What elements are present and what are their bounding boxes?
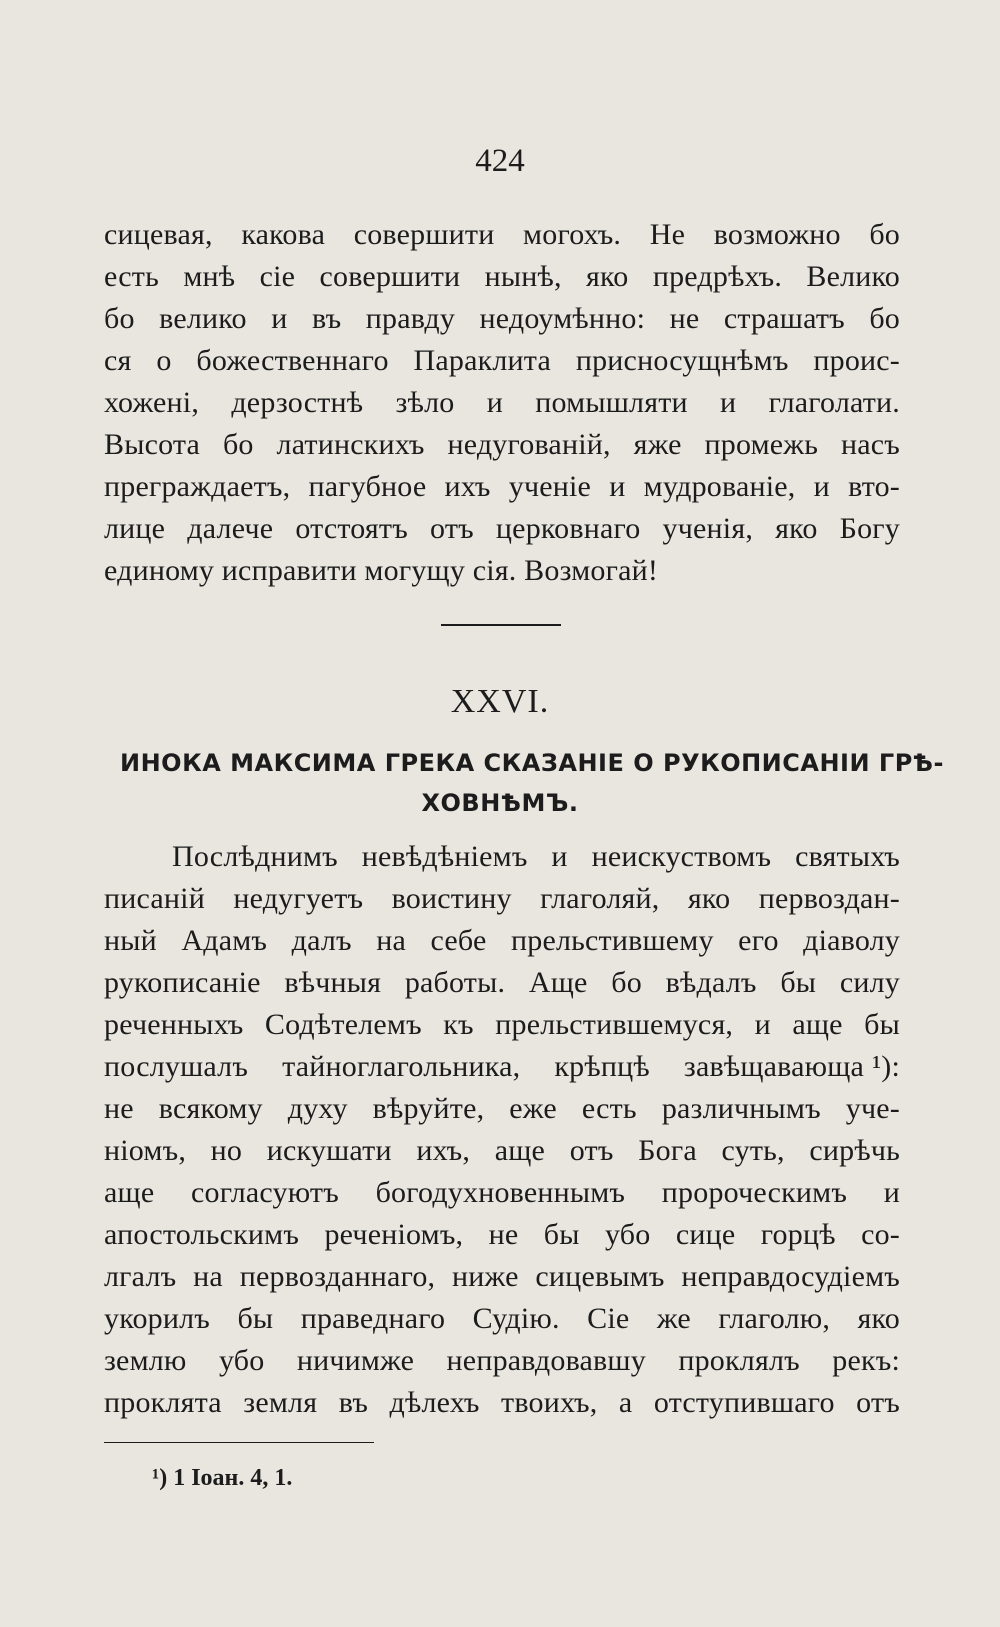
footnote (152, 1465, 292, 1492)
page-number: 424 (475, 143, 525, 179)
text-line: Высота бо латинскихъ недугованій, яже промежь насъ (104, 428, 900, 461)
section-title-line-1: ИНОКА МАКСИМА ГРЕКА СКАЗАНІЕ О РУКОПИСАНІИ ГРѢ- (120, 749, 944, 777)
text-line-with-ref (104, 1047, 900, 1087)
footnote-divider (104, 1442, 374, 1443)
text-line: землю убо ничимже неправдовавшу проклялъ рекъ: (104, 1344, 900, 1377)
text-line: реченныхъ Содѣтелемъ къ прельстившемуся, и аще бы (104, 1008, 900, 1041)
text-line: преграждаетъ, пагубное ихъ ученіе и мудрованіе, и вто- (104, 470, 900, 503)
text-line: аще согласуютъ богодухновеннымъ пророческимъ и (104, 1176, 900, 1209)
text-line: укорилъ бы праведнаго Судію. Сіе же глаголю, яко (104, 1302, 900, 1335)
text-line: хожені, дерзостнѣ зѣло и помышляти и глаголати. (104, 386, 900, 419)
text-line: послушалъ тайноглагольника, крѣпцѣ завѣщавающа (104, 1050, 865, 1083)
text-line: писаній недугуетъ воистину глаголяй, яко первоздан- (104, 882, 900, 915)
text-line: сицевая, какова совершити могохъ. Не возможно бо (104, 218, 900, 251)
section-divider (441, 624, 561, 626)
footnote-text: 1 Іоан. 4, 1. (173, 1465, 293, 1491)
text-line: апостольскимъ реченіомъ, не бы убо сице горцѣ со- (104, 1218, 900, 1251)
text-line: есть мнѣ сіе совершити нынѣ, яко предрѣхъ. Велико (104, 260, 900, 293)
text-line: Послѣднимъ невѣдѣніемъ и неискуствомъ святыхъ (172, 840, 900, 873)
text-line: ся о божественнаго Параклита присносущнѣмъ проис- (104, 344, 900, 377)
text-line: лгалъ на первозданнаго, ниже сицевымъ неправдосудіемъ (104, 1260, 900, 1293)
section-number: XXVI. (450, 683, 550, 720)
text-line: проклята земля въ дѣлехъ твоихъ, а отступившаго отъ (104, 1386, 900, 1419)
footnote-reference[interactable]: ¹): (872, 1050, 900, 1083)
text-line: рукописаніе вѣчныя работы. Аще бо вѣдалъ бы силу (104, 966, 900, 999)
text-line: бо велико и въ правду недоумѣнно: не страшатъ бо (104, 302, 900, 335)
text-line: лице далече отстоятъ отъ церковнаго ученія, яко Богу (104, 512, 900, 545)
text-line: ный Адамъ далъ на себе прельстившему его діаволу (104, 924, 900, 957)
text-line: единому исправити могущу сія. Возмогай! (104, 554, 659, 587)
text-line: не всякому духу вѣруйте, еже есть различнымъ уче- (104, 1092, 900, 1125)
footnote-marker: ¹) (152, 1465, 168, 1491)
text-line: ніомъ, но искушати ихъ, аще отъ Бога суть, сирѣчь (104, 1134, 900, 1167)
section-title-line-2: ХОВНѢМЪ. (421, 789, 579, 817)
